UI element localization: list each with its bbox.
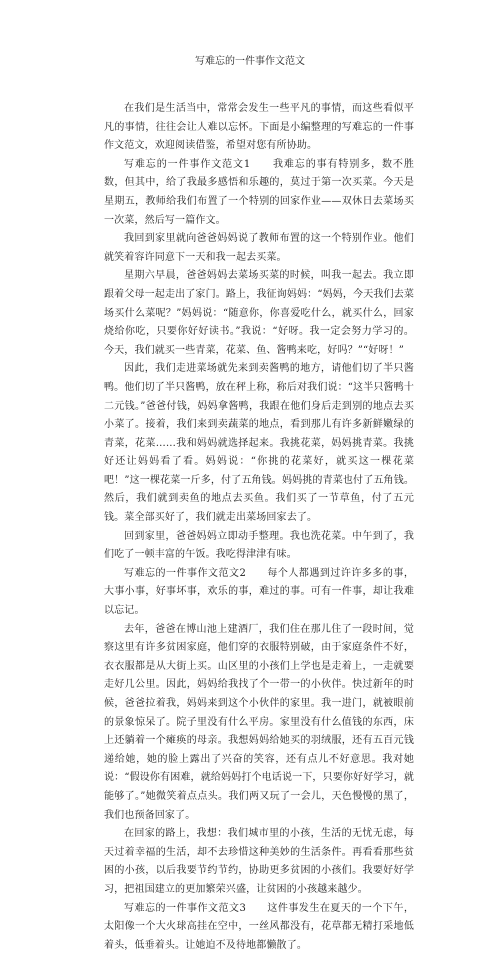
paragraph: 写难忘的一件事作文范文1 我难忘的事有特别多，数不胜数，但其中，给了我最多感悟和乐趣的，莫过于第一次买菜。今天是星期五，教师给我们布置了一个特别的回家作业——双休日去菜场买一次菜，然后写一篇作文。 xyxy=(104,158,414,226)
paragraph: 我回到家里就向爸爸妈妈说了教师布置的这一个特别作业。他们就笑着容许同意下一天和我一起去买菜。 xyxy=(104,233,414,263)
paragraph: 星期六早晨，爸爸妈妈去菜场买菜的时候，叫我一起去。我立即跟着父母一起走出了家门。路上，我征询妈妈：“妈妈，今天我们去菜场买什么菜呢？”妈妈说：“随意你，你喜爱吃什么，就买什么，回家烧给你吃，只要你好好读书。”我说：“好呀。我一定会努力学习的。今天，我们就买一些青菜，花菜、鱼、酱鸭来吃，好吗？”“好呀！” xyxy=(104,270,414,356)
paragraph: 回到家里，爸爸妈妈立即动手整理。我也洗花菜。中午到了，我们吃了一顿丰富的午饭。我吃得津津有味。 xyxy=(104,530,414,561)
paragraph: 去年，爸爸在博山池上建酒厂，我们住在那儿住了一段时间，觉察这里有许多贫困家庭，他们穿的衣服特别破，由于家庭条件不好，衣衣服都是从大街上买。山区里的小孩们上学也是走着上，一走就要走好几公里。因此，妈妈给我找了个一带一的小伙伴。快过新年的时候，爸爸拉着我，妈妈来到这个小伙伴的家里。我一进门，就被眼前的景象惊呆了。院子里没有什么平房。家里没有什么值钱的东西，床上还躺着一个瘫痪的母亲。我想妈妈给她买的羽绒服，还有五百元钱递给她，她的脸上露出了兴奋的笑容，还有点儿不好意思。我对她说：“假设你有困难，就给妈妈打个电话说一下，只要你好好学习，就能够了。”她微笑着点点头。我们两又玩了一会儿，天色慢慢的黑了，我们也预备回家了。 xyxy=(104,623,414,821)
paragraph: 因此，我们走进菜场就先来到卖酱鸭的地方，请他们切了半只酱鸭。他们切了半只酱鸭，放在秤上称，称后对我们说：“这半只酱鸭十二元钱。”爸爸付钱，妈妈拿酱鸭，我跟在他们身后走到别的地点去买小菜了。接着，我们来到卖蔬菜的地点，看到那儿有许多新鲜嫩绿的青菜，花菜……我和妈妈就选择起来。我挑花菜，妈妈挑青菜。我挑好还让妈妈看了看。妈妈说：“你挑的花菜好，就买这一棵花菜吧！”这一棵花菜一斤多，付了五角钱。妈妈挑的青菜也付了五角钱。然后，我们就到卖鱼的地点去买鱼。我们买了一节草鱼，付了五元钱。菜全部买好了，我们就走出菜场回家去了。 xyxy=(104,363,414,524)
document-body xyxy=(104,100,414,955)
document-title: 写难忘的一件事作文范文 xyxy=(195,56,305,67)
paragraph: 写难忘的一件事作文范文3 这件事发生在夏天的一个下午，太阳像一个大火球高挂在空中，一丝风都没有，花草都无精打采地低着头，低垂着头。让她迫不及待地都懒散了。 xyxy=(104,902,414,951)
paragraph-intro: 在我们是生活当中，常常会发生一些平凡的事情，而这些看似平凡的事情，往往会让人难以忘怀。下面是小编整理的写难忘的一件事作文范文，欢迎阅读借鉴，希望对您有所协助。 xyxy=(104,103,414,152)
paragraph: 在回家的路上，我想：我们城市里的小孩，生活的无忧无虑，每天过着幸福的生活，却不去珍惜这种美妙的生活条件。再看看那些贫困的小孩，以后我要节约节约，协助更多贫困的小孩们。我要好好学习，把祖国建立的更加繁荣兴盛，让贫困的小孩越来越少。 xyxy=(104,828,414,895)
paragraph: 写难忘的一件事作文范文2 每个人都遇到过许许多多的事，大事小事，好事坏事，欢乐的事，难过的事。可有一件事，却让我难以忘记。 xyxy=(104,567,414,617)
